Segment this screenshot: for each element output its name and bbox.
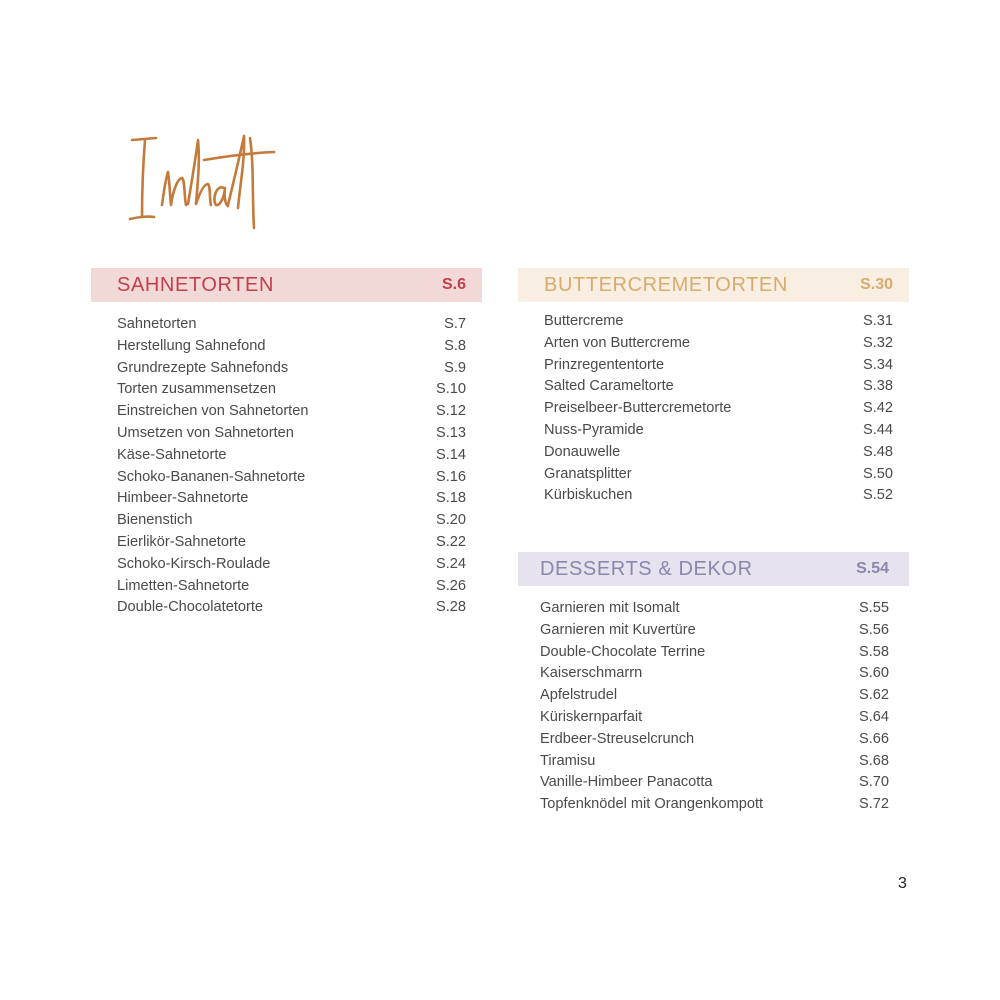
toc-entry[interactable]: Garnieren mit Isomalt S.55 [540, 600, 889, 616]
toc-entry[interactable]: Arten von Buttercreme S.32 [544, 334, 893, 351]
section-header[interactable] [518, 268, 909, 302]
toc-entry[interactable]: Preiselbeer-Buttercremetorte S.42 [544, 400, 893, 417]
toc-entry[interactable]: Bienenstich S.20 [117, 512, 466, 529]
section-title: SAHNETORTEN [117, 273, 275, 296]
toc-entry[interactable]: Buttercreme S.31 [544, 313, 893, 329]
toc-list [518, 598, 909, 816]
toc-list [91, 314, 482, 619]
toc-entry[interactable]: Eierlikör-Sahnetorte S.22 [117, 533, 466, 550]
toc-entry[interactable]: Umsetzen von Sahnetorten S.13 [117, 424, 466, 441]
toc-entry[interactable]: Garnieren mit Kuvertüre S.56 [540, 621, 889, 638]
toc-entry[interactable]: Double-Chocolatetorte S.28 [117, 599, 466, 616]
toc-entry[interactable]: Apfelstrudel S.62 [540, 687, 889, 704]
toc-entry[interactable]: Küriskernparfait S.64 [540, 708, 889, 725]
toc-entry[interactable]: Kaiserschmarrn S.60 [540, 665, 889, 682]
section-buttercremetorten [518, 268, 909, 507]
section-header[interactable] [518, 552, 909, 586]
toc-entry[interactable]: Himbeer-Sahnetorte S.18 [117, 490, 466, 507]
toc-entry[interactable]: Torten zusammensetzen S.10 [117, 381, 466, 398]
toc-entry[interactable]: Double-Chocolate Terrine S.58 [540, 643, 889, 660]
script-title-inhalt [112, 120, 282, 230]
section-page: S.30 [860, 276, 893, 293]
toc-list [518, 311, 909, 507]
toc-entry[interactable]: Herstellung Sahnefond S.8 [117, 337, 466, 354]
page-title [112, 120, 282, 230]
toc-entry[interactable]: Erdbeer-Streuselcrunch S.66 [540, 730, 889, 747]
section-desserts-dekor [518, 552, 909, 816]
toc-entry[interactable]: Vanille-Himbeer Panacotta S.70 [540, 774, 889, 791]
section-page: S.54 [856, 560, 889, 577]
toc-entry[interactable]: Nuss-Pyramide S.44 [544, 421, 893, 438]
toc-entry[interactable]: Salted Carameltorte S.38 [544, 378, 893, 395]
section-title: BUTTERCREMETORTEN [544, 273, 788, 296]
toc-entry[interactable]: Schoko-Kirsch-Roulade S.24 [117, 555, 466, 572]
toc-entry[interactable]: Tiramisu S.68 [540, 752, 889, 769]
toc-entry[interactable]: Donauwelle S.48 [544, 443, 893, 460]
toc-entry[interactable]: Einstreichen von Sahnetorten S.12 [117, 403, 466, 420]
page-number: 3 [898, 875, 907, 892]
section-title: DESSERTS & DEKOR [540, 557, 753, 580]
toc-entry[interactable]: Grundrezepte Sahnefonds S.9 [117, 359, 466, 376]
section-sahnetorten [91, 268, 482, 619]
toc-entry[interactable]: Käse-Sahnetorte S.14 [117, 446, 466, 463]
section-header[interactable] [91, 268, 482, 302]
section-page: S.6 [441, 276, 466, 293]
toc-entry[interactable]: Topfenknödel mit Orangenkompott S.72 [540, 796, 889, 813]
toc-entry[interactable]: Granatsplitter S.50 [544, 465, 893, 482]
toc-entry[interactable]: Schoko-Bananen-Sahnetorte S.16 [117, 468, 466, 485]
toc-entry[interactable]: Limetten-Sahnetorte S.26 [117, 577, 466, 594]
toc-entry[interactable]: Sahnetorten S.7 [117, 316, 466, 332]
toc-entry[interactable]: Kürbiskuchen S.52 [544, 487, 893, 504]
toc-entry[interactable]: Prinzregententorte S.34 [544, 356, 893, 373]
